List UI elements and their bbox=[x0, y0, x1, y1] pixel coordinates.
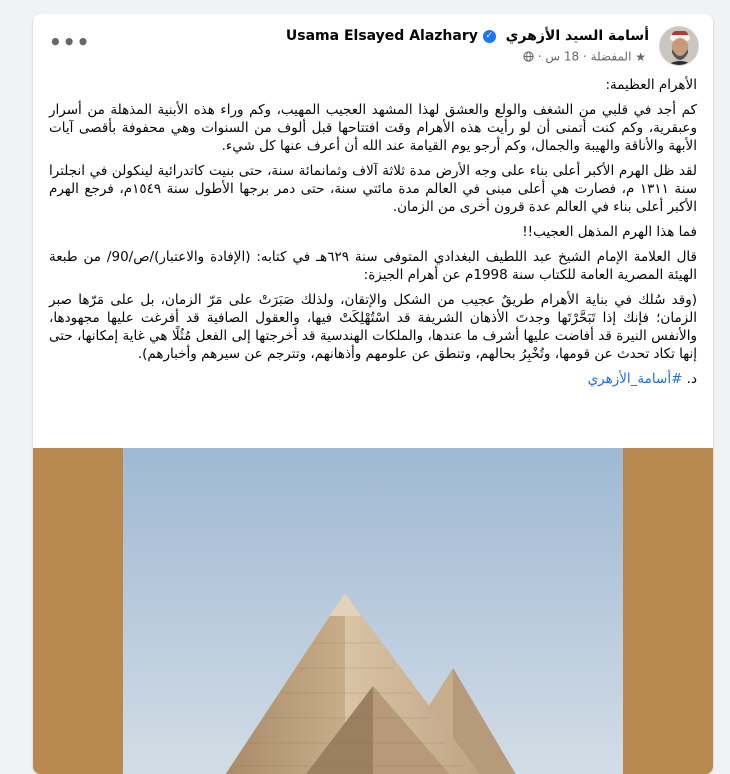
post-paragraph: كم أجد في قلبي من الشغف والولع والعشق لهذا المشهد العجيب المهيب، وكم وراء هذه الأبنية المذهلة من أسرار وعبقرية، وكم كنت أتمنى أن لو رأيت هذه الأهرام وقت افتتاحها قبل ألوف من السنوات وهي محفوفة بأقصى آيات الأبهة والأناقة والهيبة والجمال، وكم أرجو يوم القيامة عند الله أن أعرف عنها كل شيء. bbox=[49, 102, 697, 154]
post-paragraph-title: الأهرام العظيمة: bbox=[605, 77, 697, 93]
meta-separator: · bbox=[582, 49, 587, 64]
author-info bbox=[286, 26, 649, 66]
post-paragraph: (وقد سُلك في بناية الأهرام طريقٌ عجيب من الشكل والإتقان، ولذلك صَبَرَتْ على مَرّ الزمان، بل على مَرّها صبر الزمان؛ فإنك إذا تَبَحَّرْتَها وجدتَ الأذهان الشريفة قد اسْتُهْلِكَتْ فيها، والعقول الصافية قد أفرغت عليها مجهودها، والأنفس النيرة قد أفاضت عليها أشرف ما عندها، والملكات الهندسية قد أخرجتها إلى الفعل مُثُلًا هي غاية إمكانها، حتى إنها تكاد تحدث عن قومها، وتُخْبِرُ بحالهم، وتنطق عن علومهم وأذهانهم، وتترجم عن سيرهم وأخبارهم). bbox=[49, 292, 697, 362]
more-options-icon[interactable]: ••• bbox=[49, 30, 91, 54]
post-time[interactable]: 18 س bbox=[545, 49, 580, 64]
author-name-ar[interactable]: أسامة السيد الأزهري bbox=[505, 28, 649, 44]
signature-prefix: د. bbox=[682, 371, 697, 387]
pyramids-image bbox=[123, 448, 623, 774]
globe-icon[interactable] bbox=[523, 51, 534, 62]
favorites-label: المفضلة bbox=[590, 49, 632, 64]
post-paragraph: فما هذا الهرم المذهل العجيب!! bbox=[522, 224, 697, 240]
post-photo[interactable] bbox=[33, 448, 713, 774]
post-paragraph: قال العلامة الإمام الشيخ عبد اللطيف البغدادي المتوفى سنة ٦٢٩هـ في كتابه: (الإفادة والاعتبار)/ص/90/ من طبعة الهيئة المصرية العامة للكتاب سنة 1998م عن أهرام الجيزة: bbox=[49, 249, 697, 283]
author-avatar[interactable] bbox=[659, 26, 699, 66]
post-signature bbox=[49, 370, 697, 388]
hashtag-link[interactable]: #أسامة_الأزهري bbox=[587, 371, 683, 387]
post-paragraph: لقد ظل الهرم الأكبر أعلى بناء على وجه الأرض مدة ثلاثة آلاف وثمانمائة سنة، حتى بنيت كاتدرائية لينكولن في انجلترا سنة ١٣١١ م، فصارت هي أعلى مبنى في العالم مدة مائتي سنة، حتى دمر برجها الأطول سنة ١٥٤٩م، فرجع الهرم الأكبر أعلى بناء في العالم عدة قرون أخرى من الزمان. bbox=[49, 163, 698, 215]
post-card bbox=[33, 14, 713, 774]
avatar-image bbox=[660, 27, 699, 66]
meta-separator-2: · bbox=[537, 49, 542, 64]
star-icon: ★ bbox=[635, 49, 646, 64]
post-header bbox=[33, 14, 713, 78]
author-name-en[interactable]: Usama Elsayed Alazhary bbox=[285, 28, 478, 44]
post-body bbox=[33, 76, 713, 388]
verified-badge-icon: ✓ bbox=[483, 30, 496, 43]
